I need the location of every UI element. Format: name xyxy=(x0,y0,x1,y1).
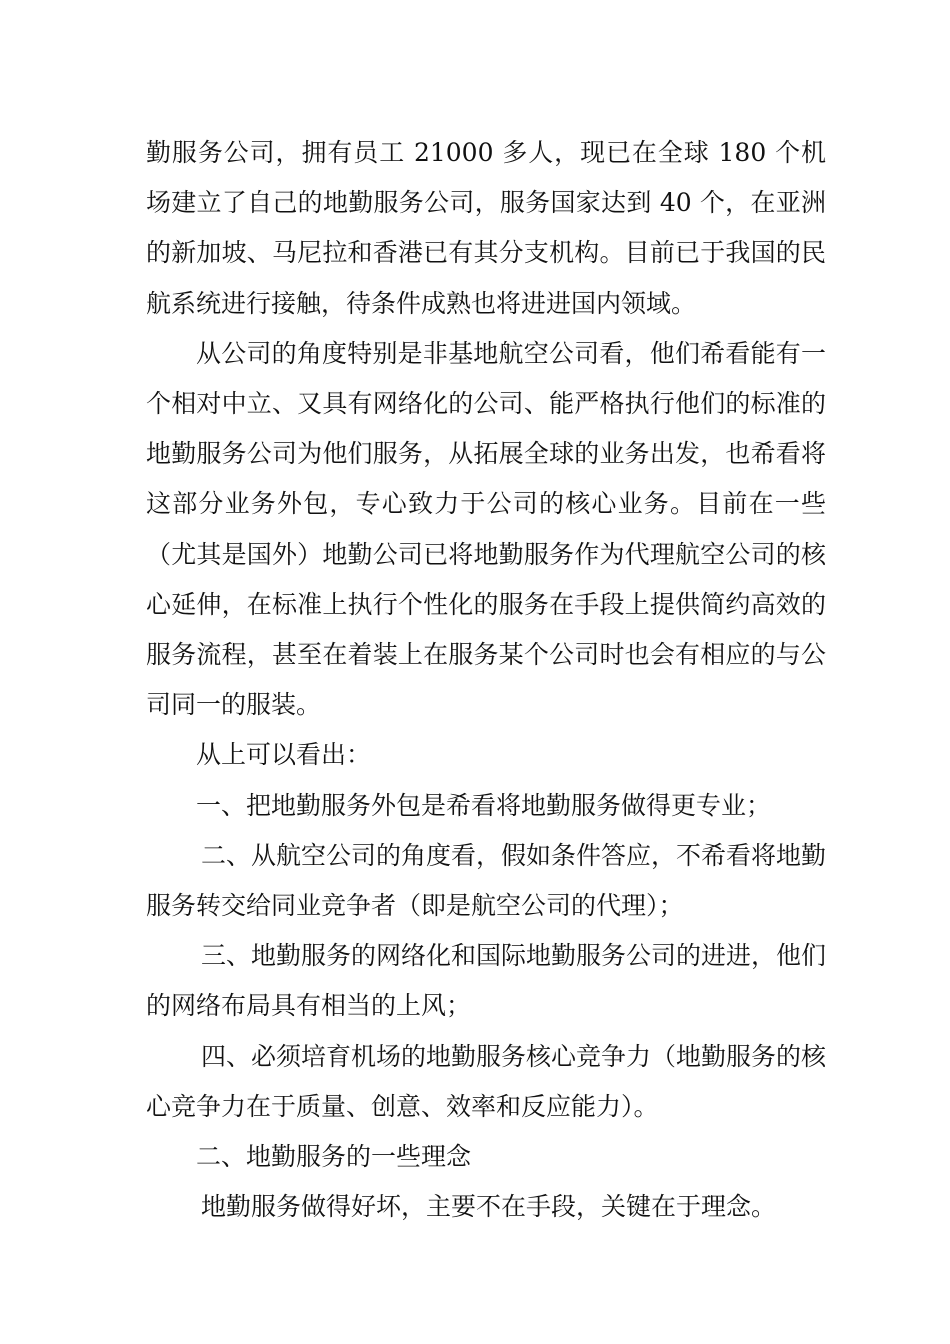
paragraph-continuation: 勤服务公司，拥有员工 21000 多人，现已在全球 180 个机场建立了自己的地勤服务公司，服务国家达到 40 个，在亚洲的新加坡、马尼拉和香港已有其分支机构。目前已于我国的民航系统进行接触，待条件成熟也将进进国内领域。 xyxy=(146,138,826,318)
paragraph-company-perspective: 从公司的角度特别是非基地航空公司看，他们希看能有一个相对中立、又具有网络化的公司、能严格执行他们的标准的地勤服务公司为他们服务，从拓展全球的业务出发，也希看将这部分业务外包，专心致力于公司的核心业务。目前在一些（尤其是国外）地勤公司已将地勤服务作为代理航空公司的核心延伸，在标准上执行个性化的服务在手段上提供简约高效的服务流程，甚至在着装上在服务某个公司时也会有相应的与公司同一的服装。 xyxy=(146,338,826,720)
list-item-2: 二、从航空公司的角度看，假如条件答应，不希看将地勤服务转交给同业竞争者（即是航空公司的代理）； xyxy=(146,840,827,921)
list-item-3: 三、地勤服务的网络化和国际地勤服务公司的进进，他们的网络布局具有相当的上风； xyxy=(146,941,827,1021)
paragraph-conclusion-intro: 从上可以看出： xyxy=(196,740,372,770)
paragraph-service-philosophy: 地勤服务做得好坏，主要不在手段，关键在于理念。 xyxy=(201,1192,777,1222)
list-item-4: 四、必须培育机场的地勤服务核心竞争力（地勤服务的核心竞争力在于质量、创意、效率和反应能力）。 xyxy=(146,1041,827,1121)
list-item-1: 一、把地勤服务外包是希看将地勤服务做得更专业； xyxy=(196,790,772,820)
document-body xyxy=(146,128,826,1232)
section-heading: 二、地勤服务的一些理念 xyxy=(196,1142,472,1172)
